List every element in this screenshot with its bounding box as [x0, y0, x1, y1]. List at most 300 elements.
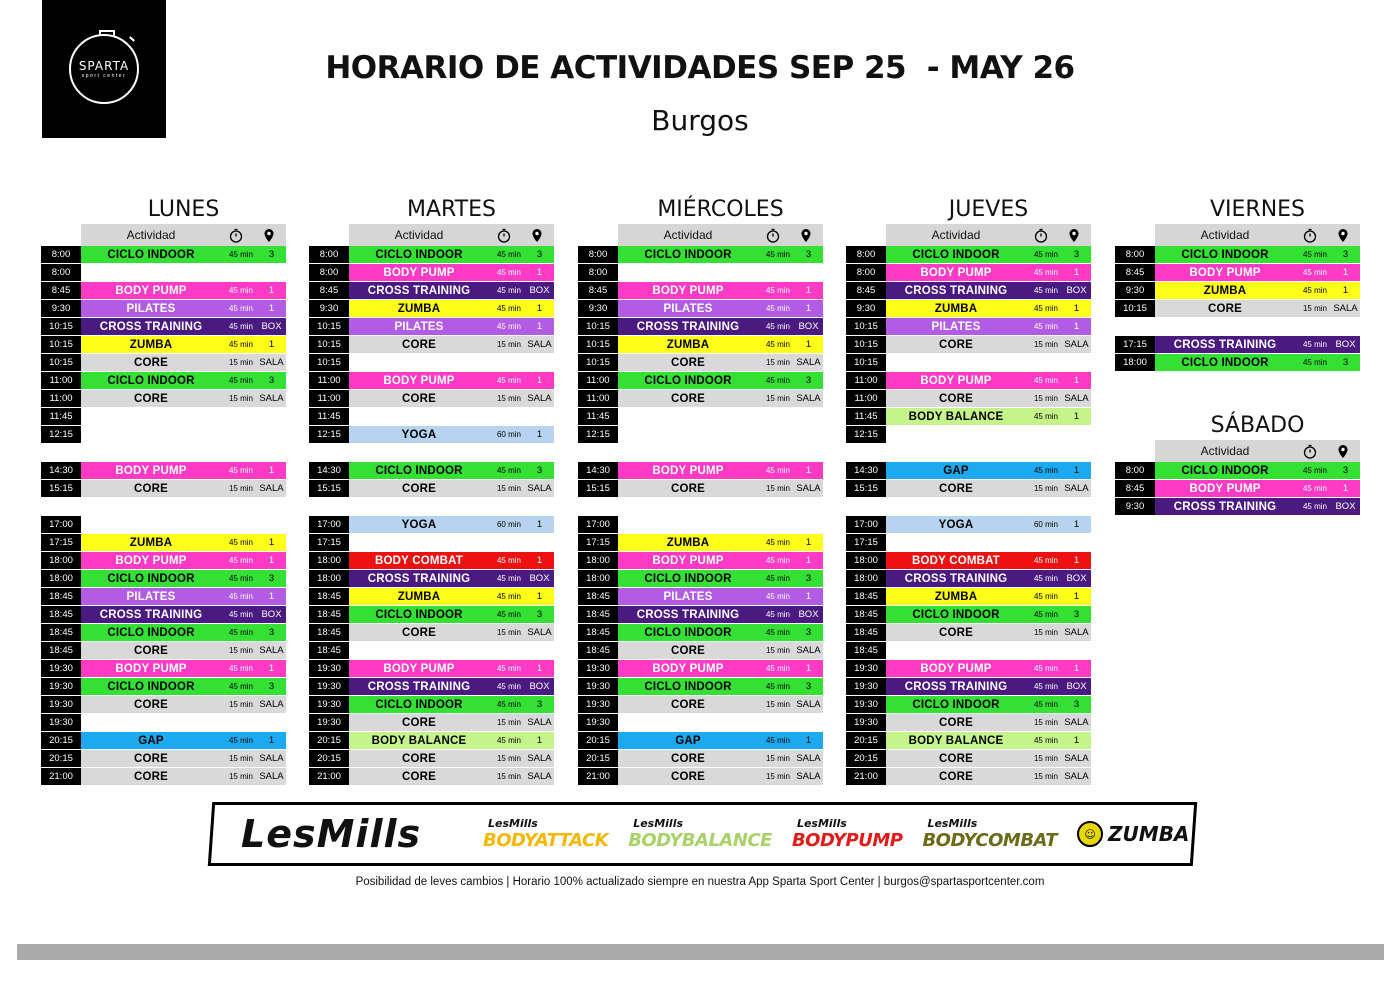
class-name: ZUMBA [397, 302, 441, 315]
location-pin-icon [519, 228, 554, 243]
lesmills-program-logo [628, 817, 772, 851]
class-duration: 45 min [1033, 700, 1058, 709]
class-room: SALA [796, 357, 821, 368]
class-row [1115, 300, 1360, 318]
class-room: 1 [805, 663, 812, 674]
class-room: 1 [536, 375, 543, 386]
location-pin-icon [1325, 444, 1360, 459]
class-cell [81, 534, 286, 551]
class-room: 3 [805, 573, 812, 584]
class-cell [349, 516, 554, 533]
class-duration: 45 min [1033, 250, 1058, 259]
class-time: 12:15 [578, 426, 618, 443]
class-cell [81, 552, 286, 569]
bottom-bar [17, 944, 1384, 960]
class-duration: 45 min [765, 574, 790, 583]
class-room: 1 [1073, 465, 1080, 476]
class-room: 1 [536, 429, 543, 440]
class-time: 11:45 [578, 408, 618, 425]
column-header [349, 224, 554, 246]
class-time: 10:15 [846, 318, 886, 335]
class-room: 1 [268, 465, 275, 476]
class-duration: 15 min [496, 484, 521, 493]
class-time: 8:00 [578, 246, 618, 263]
class-duration: 45 min [496, 322, 521, 331]
class-duration: 45 min [1033, 466, 1058, 475]
brand-name: SPARTA [78, 58, 130, 73]
class-name: BODY BALANCE [908, 734, 1004, 747]
class-room: SALA [527, 627, 552, 638]
class-cell [886, 678, 1091, 695]
day-name: SÁBADO [1210, 413, 1305, 438]
class-room: 1 [1342, 267, 1349, 278]
class-duration: 45 min [228, 664, 253, 673]
class-room: 1 [1073, 303, 1080, 314]
class-cell [349, 480, 554, 497]
class-time: 8:00 [846, 264, 886, 281]
program-brand: LesMills [488, 817, 538, 830]
class-row [846, 516, 1091, 534]
class-row [578, 318, 823, 336]
class-row [846, 408, 1091, 426]
class-time: 12:15 [309, 426, 349, 443]
class-cell [81, 642, 286, 659]
class-row [578, 678, 823, 696]
class-room: 3 [1342, 465, 1349, 476]
class-name: CORE [401, 338, 437, 351]
class-cell [886, 624, 1091, 641]
class-time: 18:45 [309, 624, 349, 641]
activity-header: Actividad [663, 228, 713, 242]
class-row [309, 264, 554, 282]
class-time: 21:00 [309, 768, 349, 785]
class-time: 19:30 [41, 678, 81, 695]
class-row [578, 660, 823, 678]
class-duration: 15 min [496, 628, 521, 637]
class-cell [618, 282, 823, 299]
class-row [1115, 282, 1360, 300]
class-room: 1 [536, 591, 543, 602]
class-row [41, 660, 286, 678]
class-cell [618, 408, 823, 425]
class-row [309, 372, 554, 390]
class-row [41, 462, 286, 480]
class-time: 17:00 [846, 516, 886, 533]
class-cell [886, 264, 1091, 281]
class-row [578, 768, 823, 786]
class-row [41, 642, 286, 660]
class-time: 18:45 [846, 642, 886, 659]
zumba-logo [1077, 821, 1189, 847]
class-time: 8:45 [309, 282, 349, 299]
class-name: YOGA [401, 428, 437, 441]
class-time: 11:00 [41, 390, 81, 407]
class-room: 1 [536, 735, 543, 746]
class-room: 1 [536, 303, 543, 314]
class-time: 20:15 [309, 750, 349, 767]
class-row [41, 408, 286, 426]
class-duration: 15 min [228, 358, 253, 367]
class-room: 1 [805, 555, 812, 566]
class-row [578, 462, 823, 480]
class-cell [886, 570, 1091, 587]
class-cell [1155, 282, 1360, 299]
day-name: LUNES [147, 197, 220, 222]
class-name: CORE [938, 338, 974, 351]
class-time: 8:00 [309, 264, 349, 281]
class-cell [81, 300, 286, 317]
class-time: 8:00 [1115, 462, 1155, 479]
class-row [846, 534, 1091, 552]
class-duration: 45 min [228, 610, 253, 619]
class-name: ZUMBA [397, 590, 441, 603]
class-room: BOX [1335, 339, 1356, 350]
class-room: 3 [1073, 249, 1080, 260]
class-cell [81, 372, 286, 389]
class-name: CORE [133, 356, 169, 369]
class-cell [618, 696, 823, 713]
class-name: CORE [401, 482, 437, 495]
class-name: ZUMBA [1203, 284, 1247, 297]
class-duration: 45 min [496, 250, 521, 259]
class-cell [81, 768, 286, 785]
class-room: 1 [805, 303, 812, 314]
class-row [41, 750, 286, 768]
stopwatch-icon [1295, 444, 1325, 459]
class-cell [886, 606, 1091, 623]
class-time: 17:00 [578, 516, 618, 533]
class-cell [81, 516, 286, 533]
class-cell [81, 462, 286, 479]
class-time: 15:15 [578, 480, 618, 497]
class-time: 11:00 [846, 390, 886, 407]
class-row [846, 768, 1091, 786]
class-duration: 45 min [1033, 574, 1058, 583]
class-room: SALA [1064, 627, 1089, 638]
footer-note: Posibilidad de leves cambios | Horario 100% actualizado siempre en nuestra App Sparta Sport Center | burgos@spartasportcenter.com [355, 876, 1045, 888]
class-row [41, 534, 286, 552]
class-time: 19:30 [846, 678, 886, 695]
class-time: 10:15 [41, 318, 81, 335]
class-room: 1 [1073, 321, 1080, 332]
class-duration: 15 min [765, 772, 790, 781]
class-time: 10:15 [1115, 300, 1155, 317]
class-name: CORE [670, 752, 706, 765]
class-cell [886, 696, 1091, 713]
class-cell [886, 732, 1091, 749]
class-cell [349, 426, 554, 443]
class-row [309, 318, 554, 336]
class-duration: 45 min [496, 376, 521, 385]
class-duration: 15 min [496, 718, 521, 727]
class-room: BOX [529, 681, 550, 692]
class-cell [349, 696, 554, 713]
class-cell [81, 570, 286, 587]
activity-header: Actividad [126, 228, 176, 242]
class-row [578, 732, 823, 750]
class-name: PILATES [394, 320, 444, 333]
class-room: 1 [1073, 591, 1080, 602]
class-time: 20:15 [41, 732, 81, 749]
class-duration: 45 min [1033, 376, 1058, 385]
class-cell [886, 282, 1091, 299]
class-time: 18:45 [309, 642, 349, 659]
class-cell [886, 480, 1091, 497]
class-name: BODY PUMP [1189, 482, 1261, 495]
class-cell [618, 660, 823, 677]
class-row [309, 588, 554, 606]
class-name: CORE [938, 716, 974, 729]
class-duration: 60 min [1033, 520, 1058, 529]
class-row [41, 336, 286, 354]
class-cell [349, 678, 554, 695]
class-cell [1155, 300, 1360, 317]
class-time: 19:30 [309, 714, 349, 731]
class-row [309, 606, 554, 624]
class-duration: 15 min [765, 700, 790, 709]
class-time: 19:30 [846, 714, 886, 731]
zumba-text: ZUMBA [1108, 822, 1190, 846]
class-cell [618, 714, 823, 731]
class-cell [618, 246, 823, 263]
class-duration: 45 min [1302, 484, 1327, 493]
class-time: 17:00 [309, 516, 349, 533]
class-duration: 45 min [496, 574, 521, 583]
class-name: CROSS TRAINING [636, 608, 740, 621]
class-row [41, 480, 286, 498]
class-cell [81, 732, 286, 749]
class-name: BODY PUMP [383, 266, 455, 279]
class-time: 18:00 [309, 552, 349, 569]
class-cell [618, 606, 823, 623]
class-name: BODY PUMP [920, 374, 992, 387]
class-time: 8:00 [846, 246, 886, 263]
class-room: SALA [796, 645, 821, 656]
class-row [309, 642, 554, 660]
class-time: 15:15 [309, 480, 349, 497]
lesmills-logo: LesMills [241, 812, 422, 856]
class-room: SALA [796, 393, 821, 404]
lesmills-banner [208, 802, 1197, 866]
class-room: 3 [268, 375, 275, 386]
class-time: 20:15 [309, 732, 349, 749]
class-row [846, 696, 1091, 714]
class-cell [618, 768, 823, 785]
class-room: 1 [268, 555, 275, 566]
class-name: CROSS TRAINING [1173, 338, 1277, 351]
column-header [618, 224, 823, 246]
class-time: 18:45 [578, 588, 618, 605]
class-cell [886, 462, 1091, 479]
class-name: CORE [401, 770, 437, 783]
class-room: SALA [796, 483, 821, 494]
class-row [578, 624, 823, 642]
class-time: 20:15 [41, 750, 81, 767]
class-name: CORE [938, 752, 974, 765]
class-duration: 45 min [1302, 250, 1327, 259]
class-cell [618, 426, 823, 443]
class-room: SALA [1064, 771, 1089, 782]
class-duration: 15 min [1033, 772, 1058, 781]
class-name: CROSS TRAINING [904, 284, 1008, 297]
class-room: SALA [527, 393, 552, 404]
class-row [846, 552, 1091, 570]
class-time: 19:30 [41, 660, 81, 677]
class-name: CICLO INDOOR [912, 698, 1000, 711]
class-name: BODY PUMP [920, 662, 992, 675]
class-time: 12:15 [846, 426, 886, 443]
class-room: SALA [1064, 393, 1089, 404]
class-name: PILATES [931, 320, 981, 333]
class-cell [618, 678, 823, 695]
class-row [309, 246, 554, 264]
class-room: 1 [268, 303, 275, 314]
class-time: 18:45 [846, 624, 886, 641]
class-name: BODY PUMP [652, 554, 724, 567]
class-name: BODY BALANCE [371, 734, 467, 747]
class-duration: 45 min [1033, 592, 1058, 601]
class-time: 18:00 [846, 552, 886, 569]
class-duration: 15 min [1033, 754, 1058, 763]
activity-header: Actividad [931, 228, 981, 242]
class-cell [349, 660, 554, 677]
class-time: 17:15 [41, 534, 81, 551]
class-cell [81, 282, 286, 299]
class-row [309, 678, 554, 696]
class-duration: 45 min [228, 556, 253, 565]
class-room: SALA [1064, 717, 1089, 728]
class-name: CORE [938, 482, 974, 495]
class-time: 18:00 [846, 570, 886, 587]
class-room: BOX [1335, 501, 1356, 512]
class-row [578, 246, 823, 264]
class-cell [81, 318, 286, 335]
class-time: 19:30 [578, 714, 618, 731]
class-duration: 45 min [765, 664, 790, 673]
stopwatch-icon [1026, 228, 1056, 243]
class-name: CORE [133, 482, 169, 495]
class-duration: 45 min [765, 286, 790, 295]
class-duration: 45 min [228, 286, 253, 295]
lesmills-program-logo [922, 817, 1057, 851]
class-time: 21:00 [578, 768, 618, 785]
class-row [309, 696, 554, 714]
class-room: 3 [1342, 249, 1349, 260]
class-duration: 15 min [228, 484, 253, 493]
class-name: CROSS TRAINING [904, 680, 1008, 693]
class-time: 8:45 [846, 282, 886, 299]
class-duration: 45 min [765, 376, 790, 385]
class-duration: 45 min [496, 268, 521, 277]
class-room: SALA [1064, 483, 1089, 494]
class-row [846, 426, 1091, 444]
class-row [578, 300, 823, 318]
class-cell [618, 516, 823, 533]
class-duration: 15 min [765, 394, 790, 403]
class-row [309, 426, 554, 444]
class-row [578, 408, 823, 426]
class-room: 1 [1073, 411, 1080, 422]
class-time: 20:15 [578, 732, 618, 749]
class-duration: 45 min [1033, 610, 1058, 619]
day-name: MARTES [406, 197, 497, 222]
class-time: 10:15 [309, 336, 349, 353]
class-cell [349, 732, 554, 749]
stopwatch-icon [221, 228, 251, 243]
class-name: CICLO INDOOR [107, 680, 195, 693]
class-cell [886, 300, 1091, 317]
class-time: 18:00 [309, 570, 349, 587]
class-duration: 15 min [1033, 628, 1058, 637]
class-cell [1155, 462, 1360, 479]
class-time: 19:30 [309, 660, 349, 677]
class-duration: 45 min [765, 610, 790, 619]
class-time: 11:00 [41, 372, 81, 389]
class-row [1115, 462, 1360, 480]
class-room: BOX [261, 609, 282, 620]
class-cell [349, 246, 554, 263]
class-room: SALA [527, 753, 552, 764]
class-duration: 15 min [1033, 340, 1058, 349]
class-room: 1 [1342, 483, 1349, 494]
class-time: 19:30 [309, 678, 349, 695]
class-cell [618, 534, 823, 551]
class-time: 21:00 [846, 768, 886, 785]
class-room: BOX [1066, 681, 1087, 692]
class-cell [349, 714, 554, 731]
class-time: 21:00 [41, 768, 81, 785]
class-duration: 15 min [496, 394, 521, 403]
class-row [578, 390, 823, 408]
class-room: 1 [1073, 375, 1080, 386]
class-row [41, 300, 286, 318]
class-room: 1 [536, 663, 543, 674]
day-column [41, 196, 286, 786]
class-name: CICLO INDOOR [1181, 464, 1269, 477]
class-cell [886, 372, 1091, 389]
class-row [309, 768, 554, 786]
class-duration: 45 min [496, 304, 521, 313]
class-cell [618, 588, 823, 605]
class-cell [886, 516, 1091, 533]
class-room: 1 [268, 663, 275, 674]
class-time: 10:15 [846, 336, 886, 353]
class-row [578, 480, 823, 498]
class-time: 15:15 [41, 480, 81, 497]
class-name: CROSS TRAINING [1173, 500, 1277, 513]
class-row [309, 282, 554, 300]
class-row [578, 534, 823, 552]
class-duration: 45 min [228, 682, 253, 691]
class-duration: 45 min [228, 628, 253, 637]
class-room: 1 [536, 267, 543, 278]
class-duration: 45 min [228, 574, 253, 583]
class-time: 18:45 [846, 606, 886, 623]
class-row [578, 354, 823, 372]
column-header [81, 224, 286, 246]
class-duration: 45 min [496, 466, 521, 475]
class-time: 10:15 [578, 336, 618, 353]
class-time: 8:00 [578, 264, 618, 281]
class-time: 8:45 [1115, 480, 1155, 497]
class-cell [349, 336, 554, 353]
class-cell [618, 372, 823, 389]
class-cell [886, 336, 1091, 353]
class-row [846, 588, 1091, 606]
class-row [846, 300, 1091, 318]
class-time: 10:15 [309, 354, 349, 371]
class-room: 3 [268, 573, 275, 584]
